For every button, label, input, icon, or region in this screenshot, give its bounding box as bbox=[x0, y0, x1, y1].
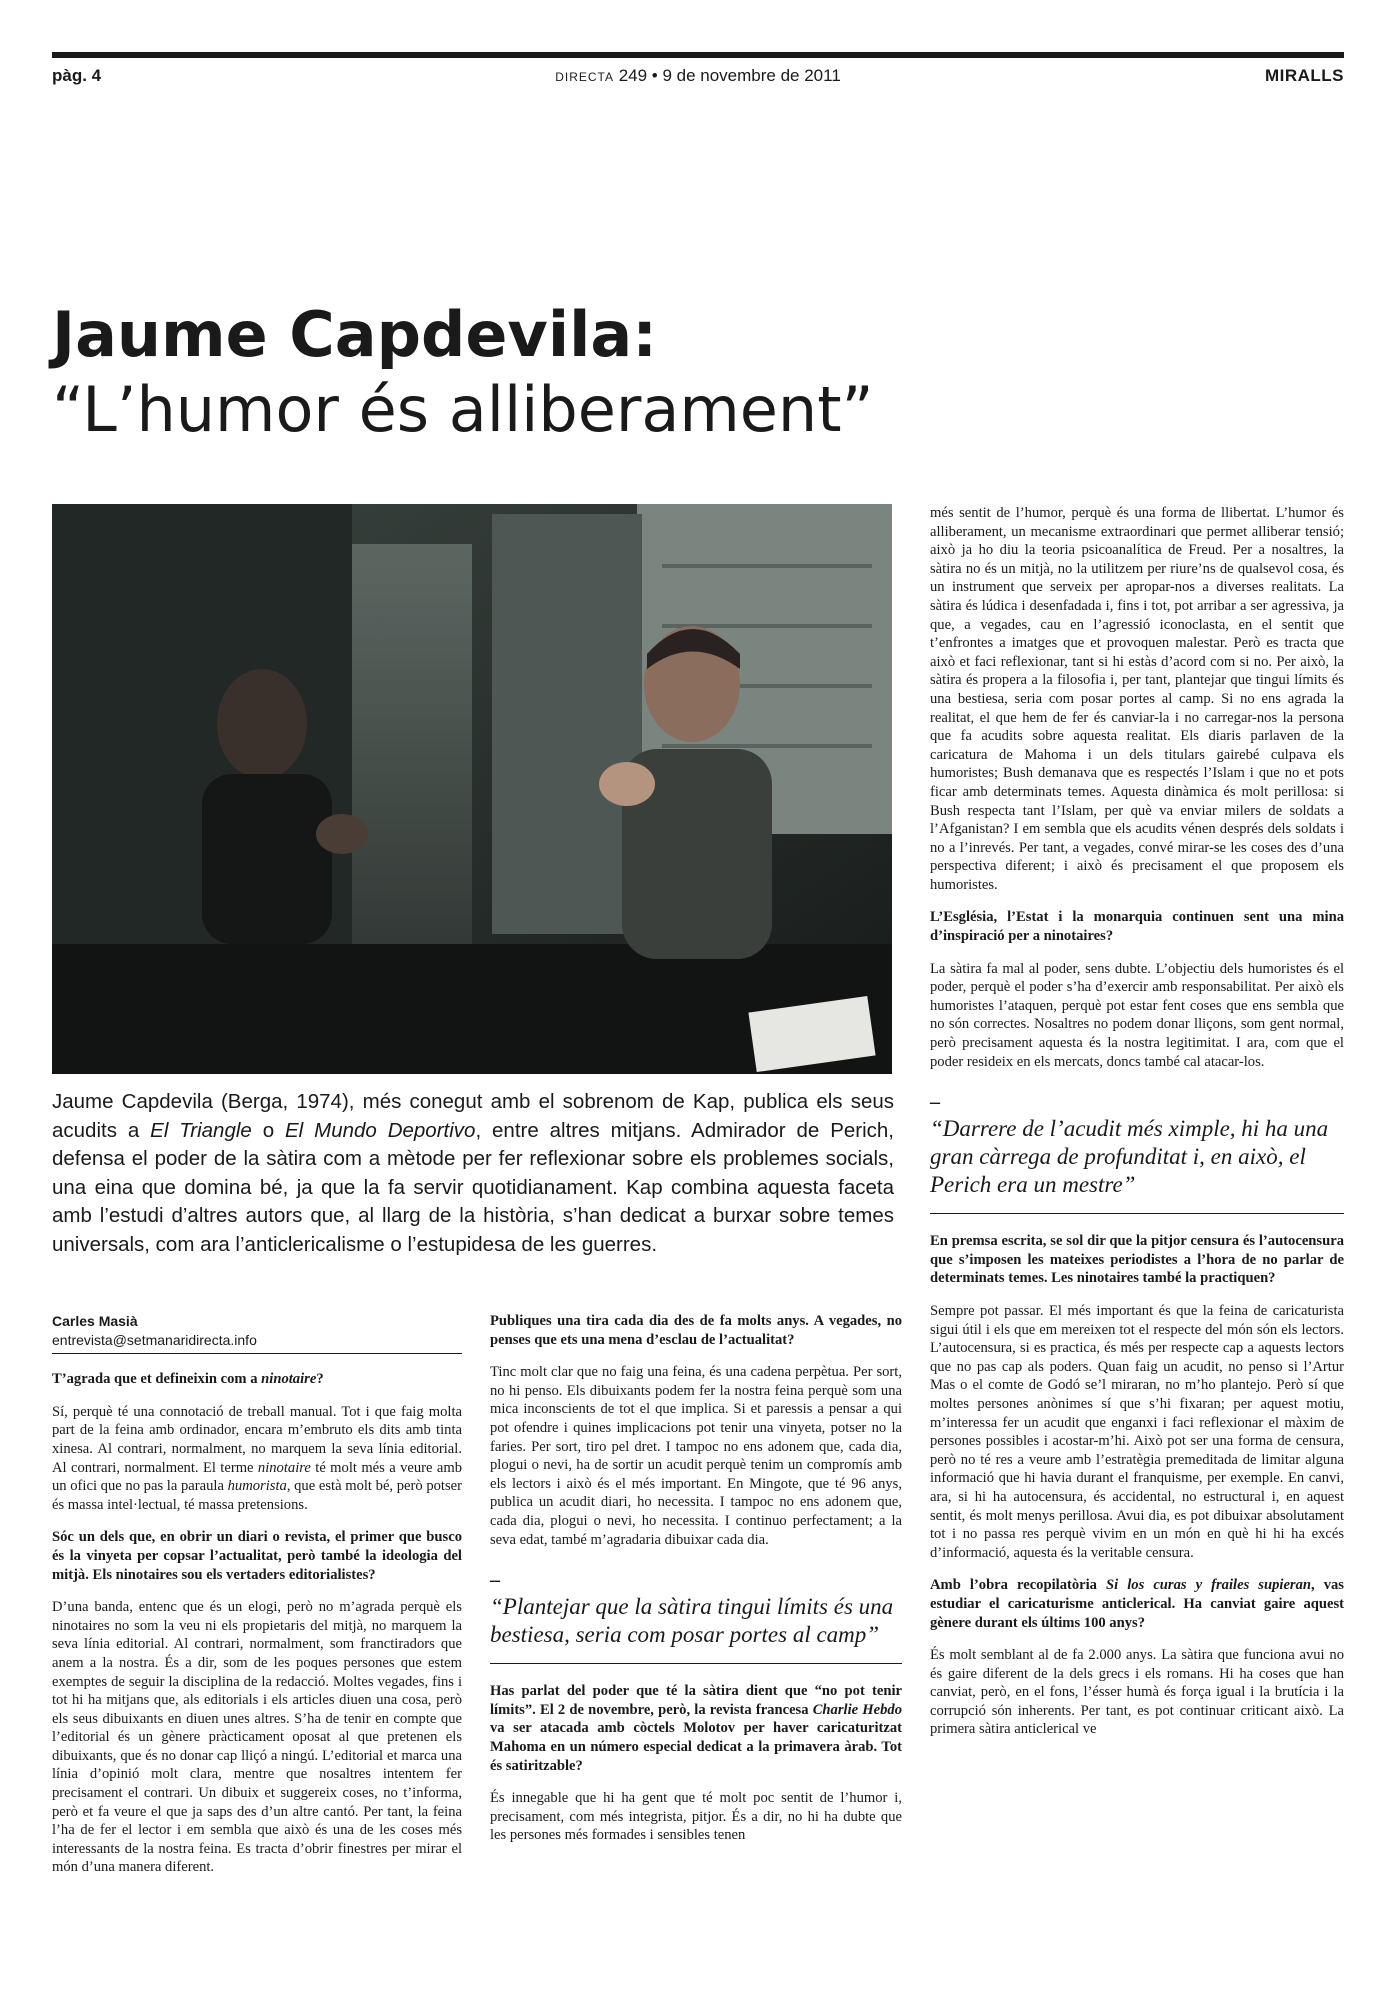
headline-name: Jaume Capdevila: bbox=[52, 298, 657, 371]
interview-question: Publiques una tira cada dia des de fa molts anys. A vegades, no penses que ets una mena d’esclau de l’actualitat? bbox=[490, 1313, 902, 1348]
page-number: pàg. 4 bbox=[52, 66, 102, 85]
interview-answer: D’una banda, entenc que és un elogi, però no m’agrada perquè els ninotaires no som la veu ni els propietaris del mitjà, no marquem la seva línia editorial. Al contrari, normalment, som franctiradors que anem a la nostra. És a dir, som de les poques persones que estem exemptes de seguir la disciplina de la redacció. Moltes vegades, fins i tot hi ha mitjans que, als editorials i els articles diuen una cosa, però els seus dibuixants en diuen unes altres. S’ha de tenir en compte que l’editorial és un gènere pràcticament oposat al que pretenen els dibuixants, que és no donar cap lliçó a ningú. L’editorial et marca una línia d’opinió molt clara, mentre que nosaltres intentem fer precisament el contrari. Un dibuix et suggereix coses, no t’informa, però et fa veure el que ja saps des d’un altre cantó. Per tant, la feina l’ha de fer el lector i em sembla que això és una de les coses més interessants de la nostra feina. Es tracta d’obrir finestres per mirar el món d’una manera diferent. bbox=[52, 1599, 462, 1876]
page-header bbox=[52, 66, 1344, 92]
interview-answer: Sí, perquè té una connotació de treball manual. Tot i que faig molta part de la feina amb ordinador, encara m’embruto els dits amb tinta xinesa. Al contrari, normalment, no marquem la seva línia editorial. Al contrari, normalment. El terme ninotaire té molt més a veure amb un ofici que no pas la paraula humorista, que està molt bé, però potser és massa intel·lectual, té massa pretensions. bbox=[52, 1403, 463, 1513]
pullquote-divider bbox=[490, 1663, 902, 1664]
interview-question: Has parlat del poder que té la sàtira dient que “no pot tenir límits”. El 2 de novembre, però, la revista francesa Charlie Hebdo va ser atacada amb còctels Molotov per haver caricaturitzat Mahoma en un número especial dedicat a la primavera àrab. Tot és satiritzable? bbox=[490, 1683, 902, 1774]
interview-answer: És innegable que hi ha gent que té molt poc sentit de l’humor i, precisament, com més integrista, pitjor. És a dir, no hi ha dubte que les persones més formades i sensibles tenen bbox=[490, 1790, 902, 1844]
section-name: MIRALLS bbox=[1264, 66, 1344, 85]
issue-info bbox=[52, 66, 1344, 86]
interview-question: L’Església, l’Estat i la monarquia continuen sent una mina d’inspiració per a ninotaires? bbox=[930, 909, 1344, 945]
article-headline bbox=[52, 298, 1344, 448]
byline-divider bbox=[52, 1353, 462, 1354]
header-rule bbox=[52, 52, 1344, 58]
interview-question: Amb l’obra recopilatòria Si los curas y frailes supieran, vas estudiar el caricaturisme anticlerical. Ha canviat gaire aquest gènere durant els últims 100 anys? bbox=[930, 1577, 1344, 1631]
interview-answer: La sàtira fa mal al poder, sens dubte. L’objectiu dels humoristes és el poder, perquè el poder s’ha d’exercir amb responsabilitat. Per això els humoristes l’ataquen, perquè pot estar fent coses que ens sembla que no són correctes. Nosaltres no podem donar lliçons, som gent normal, però precisament aquesta és la nostra legitimitat. I ara, com que el poder resideix en els mercats, doncs també cal atacar-los. bbox=[930, 960, 1344, 1070]
caption-publication: El Triangle bbox=[150, 1118, 252, 1142]
caption-publication: El Mundo Deportivo bbox=[285, 1118, 476, 1142]
caption-text: o bbox=[251, 1118, 285, 1142]
interview-question: En premsa escrita, se sol dir que la pitjor censura és l’autocensura que s’imposen les mateixes periodistes a l’hora de no parlar de determinats temes. Les ninotaires també la practiquen? bbox=[930, 1233, 1344, 1287]
publication-name: DIRECTA bbox=[555, 70, 614, 84]
interview-answer: Tinc molt clar que no faig una feina, és una cadena perpètua. Per sort, no hi penso. Els dibuixants podem fer la nostra feina perquè som una mica inconscients de tot el que implica. Si et paressis a pensar a qui pot ofendre i quines implicacions pot tenir una vinyeta, potser no la faries. Per sort, tiro pel dret. I tampoc no ens adonem que, cada dia, plogui o nevi, ha de sortir un acudit perquè tenim un compromís amb els lectors i això és el més important. En Mingote, que té 96 anys, publica un acudit diari, ho necessita. I tampoc no ens adonem que, cada dia, plogui o nevi, ho necessita. I continuo perfectament; a la seva edat, també m’agradaria dibuixar cada dia. bbox=[490, 1364, 902, 1548]
article-column-3 bbox=[930, 504, 1344, 1753]
photo-caption bbox=[52, 1088, 894, 1259]
headline-quote: “L’humor és alliberament” bbox=[52, 373, 874, 446]
caption-text: Jaume Capdevila (Berga, 1974), més conegut amb el sobrenom de Kap, publica els seus acudits a bbox=[52, 1090, 894, 1142]
article-column-2 bbox=[490, 1312, 902, 1859]
interview-answer: És molt semblant al de fa 2.000 anys. La sàtira que funciona avui no és gaire diferent de la dels grecs i els romans. Hi ha coses que han canviat, però, en el fons, l’ésser humà és força igual i la brutícia i la corrupció són inherents. Per tant, es pot continuar criticant això. La primera sàtira anticlerical ve bbox=[930, 1647, 1344, 1738]
interview-answer: més sentit de l’humor, perquè és una forma de llibertat. L’humor és alliberament, un mecanisme extraordinari que permet alliberar tensió; això ja ho diu la teoria psicoanalítica de Freud. Per a nosaltres, la sàtira no és un mitjà, no la utilitzem per riure’ns de qualsevol cosa, és un instrument que serveix per apropar-nos a diverses realitats. La sàtira és lúdica i desenfadada i, fins i tot, pot arribar a ser agressiva, ja que, a vegades, cau en l’agressió iconoclasta, en el sentit que t’enfrontes a imatges que et provoquen malestar. Però es tracta que això et faci reflexionar, tant si hi estàs d’acord com si no. Per això, la sàtira és propera a la filosofia i, per tant, plantejar que tingui límits és una bestiesa, seria com posar portes al camp. Si no ens agrada la realitat, el que hem de fer és canviar-la i no carregar-nos la persona que fa acudits sobre aquesta realitat. Els diaris parlaven de la caricatura de Mahoma i un dels titulars gairebé culpava els humoristes; Bush demanava que es respectés l’Islam i que no et pots ficar amb determinats temes. Aquesta dinàmica és molt perillosa: si Bush respecta tant l’Islam, per què va enviar milers de soldats a l’Afganistan? I em sembla que els acudits vénen després dels soldats i no a l’inrevés. Per tant, a vegades, convé mirar-se les coses des d’una perspectiva diferent; i això és precisament el que proposem els humoristes. bbox=[930, 505, 1344, 893]
interview-answer: Sempre pot passar. El més important és que la feina de caricaturista sigui útil i els que em mereixen tot el respecte del món són els lectors. L’autocensura, si es practica, és més per respecte cap a aquests lectors que no pas cap als poders. Quan faig un acudit, no penso si l’Artur Mas o el comte de Godó se’l miraran, no m’ho plantejo. Però sí que moltes persones anònimes sí que s’hi fixaran; per aquest motiu, m’interessa fer un acudit que enganxi i faci reflexionar el màxim de persones possibles i acostar-m’hi. Això pot ser una forma de censura, però no té res a veure amb l’estratègia premeditada de limitar alguna informació que hi havia durant el franquisme, per exemple. En canvi, ara, si hi ha autocensura, és accidental, no estructural i, en aquest sentit, és molt menys perillosa. Avui dia, es pot dibuixar absolutament tot i no passa res perquè vivim en un món en què hi hi ha excés d’informació, aquesta és la veritable censura. bbox=[930, 1303, 1344, 1561]
caption-text: , entre altres mitjans. Admirador de Perich, defensa el poder de la sàtira com a mètode per fer reflexionar sobre els problemes socials, una eina que domina bé, ja que la fa servir quotidianament. Kap combina aquesta faceta amb l’estudi d’altres autors que, al llarg de la història, s’han dedicat a burxar sobre temes universals, com ara l’anticlericalisme o l’estupidesa de les guerres. bbox=[52, 1118, 895, 1256]
pullquote-divider bbox=[930, 1213, 1344, 1214]
author-name: Carles Masià bbox=[52, 1313, 138, 1329]
issue-date: 249 • 9 de novembre de 2011 bbox=[618, 66, 841, 85]
author-email: entrevista@setmanaridirecta.info bbox=[52, 1331, 257, 1348]
pull-quote: “Darrere de l’acudit més ximple, hi ha una gran càrrega de profunditat i, en això, el Perich era un mestre” bbox=[930, 1116, 1329, 1198]
article-column-1 bbox=[52, 1312, 462, 1891]
interview-question: Sóc un dels que, en obrir un diari o revista, el primer que busco és la vinyeta per copsar l’actualitat, però també la ideologia del mitjà. Els ninotaires sou els vertaders editorialistes? bbox=[52, 1529, 462, 1583]
interview-question: T’agrada que et defineixin com a ninotaire? bbox=[52, 1371, 324, 1388]
pull-quote: “Plantejar que la sàtira tingui límits és una bestiesa, seria com posar portes al camp” bbox=[490, 1594, 894, 1648]
pullquote-dash: – bbox=[930, 1091, 940, 1114]
pullquote-dash: – bbox=[490, 1569, 500, 1592]
interview-photo bbox=[52, 504, 892, 1074]
